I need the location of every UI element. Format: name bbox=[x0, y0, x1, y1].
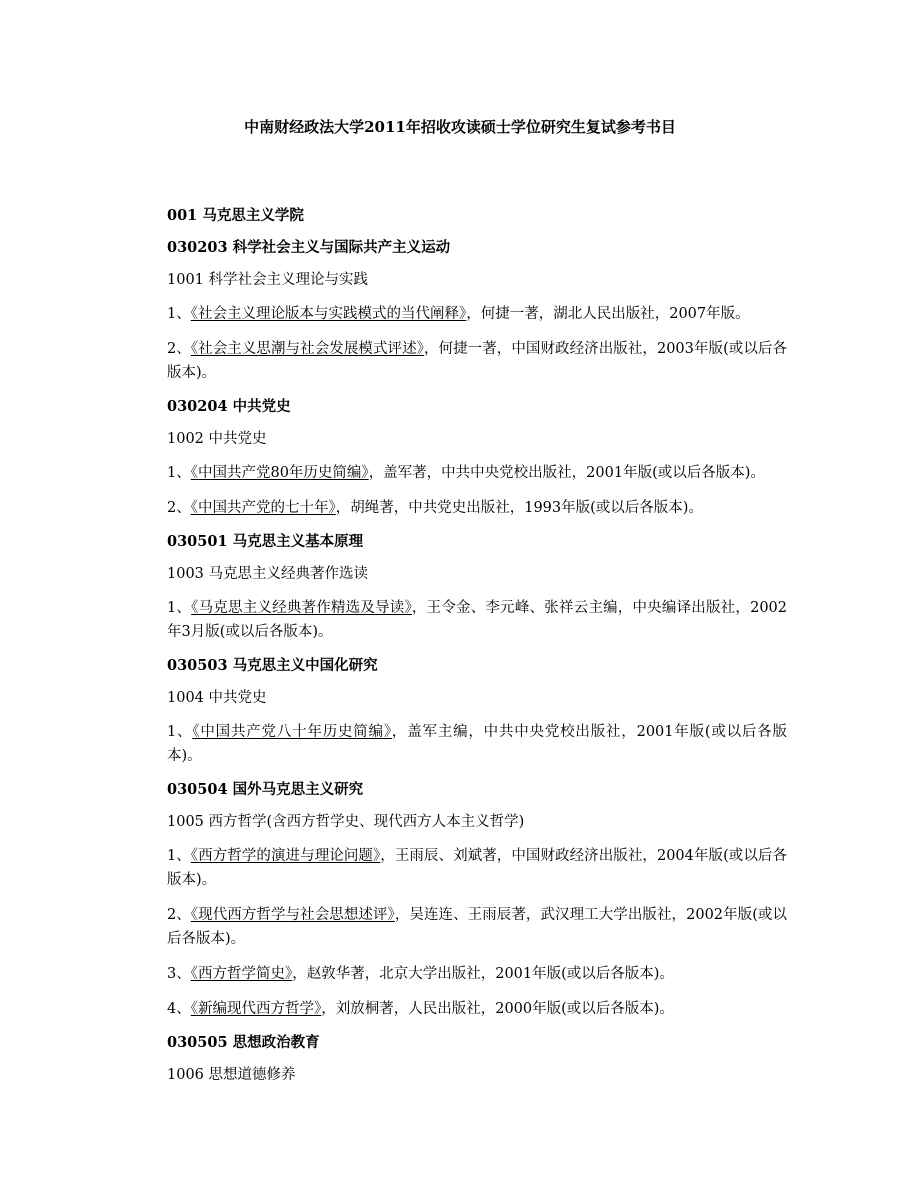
book-title-link[interactable]: 《中国共产党80年历史简编》 bbox=[190, 465, 369, 481]
book-details: ，胡绳著，中共党史出版社，1993年版(或以后各版本)。 bbox=[335, 500, 703, 516]
book-entry bbox=[167, 496, 787, 520]
book-entry bbox=[167, 596, 787, 644]
book-entry bbox=[167, 997, 787, 1021]
book-details: ，赵敦华著，北京大学出版社，2001年版(或以后各版本)。 bbox=[292, 966, 674, 982]
book-entry bbox=[167, 302, 787, 326]
book-entry bbox=[167, 962, 787, 986]
entry-number: 1、 bbox=[167, 724, 193, 740]
entry-number: 1、 bbox=[167, 306, 191, 322]
book-details: ，刘放桐著，人民出版社，2000年版(或以后各版本)。 bbox=[321, 1001, 674, 1017]
book-title-link[interactable]: 《新编现代西方哲学》 bbox=[190, 1001, 322, 1017]
major-heading: 030204 中共党史 bbox=[167, 398, 291, 415]
subject-line: 1002 中共党史 bbox=[167, 431, 267, 447]
book-entry bbox=[167, 337, 787, 385]
book-details: ，王雨辰、刘斌著，中国财政经济出版社，2004年版(或以后各版本)。 bbox=[167, 848, 787, 888]
major-heading: 030501 马克思主义基本原理 bbox=[167, 533, 364, 550]
book-title-link[interactable]: 《马克思主义经典著作精选及导读》 bbox=[191, 600, 412, 616]
book-details: ，盖军主编，中共中央党校出版社，2001年版(或以后各版本)。 bbox=[167, 724, 788, 764]
book-details: ，何捷一著，湖北人民出版社，2007年版。 bbox=[466, 306, 750, 322]
document-title: 中南财经政法大学2011年招收攻读硕士学位研究生复试参考书目 bbox=[244, 118, 676, 136]
book-title-link[interactable]: 《西方哲学的演进与理论问题》 bbox=[190, 848, 381, 864]
book-details: ，王令金、李元峰、张祥云主编，中央编译出版社，2002年3月版(或以后各版本)。 bbox=[167, 600, 787, 640]
college-heading: 001 马克思主义学院 bbox=[167, 207, 304, 224]
entry-number: 2、 bbox=[167, 907, 191, 923]
major-heading: 030505 思想政治教育 bbox=[167, 1034, 320, 1051]
subject-line: 1006 思想道德修养 bbox=[167, 1067, 296, 1083]
book-title-link[interactable]: 《中国共产党的七十年》 bbox=[190, 500, 336, 516]
entry-number: 2、 bbox=[167, 500, 191, 516]
book-entry bbox=[167, 844, 787, 892]
book-details: ，何捷一著，中国财政经济出版社，2003年版(或以后各版本)。 bbox=[167, 341, 787, 381]
book-title-link[interactable]: 《现代西方哲学与社会思想述评》 bbox=[190, 907, 395, 923]
book-title-link[interactable]: 《中国共产党八十年历史简编》 bbox=[192, 724, 392, 740]
book-details: ，盖军著，中共中央党校出版社，2001年版(或以后各版本)。 bbox=[368, 465, 765, 481]
subject-line: 1001 科学社会主义理论与实践 bbox=[167, 272, 369, 288]
entry-number: 1、 bbox=[167, 600, 192, 616]
book-details: ，吴连连、王雨辰著，武汉理工大学出版社，2002年版(或以后各版本)。 bbox=[167, 907, 787, 947]
book-entry bbox=[167, 903, 787, 951]
entry-number: 3、 bbox=[167, 966, 191, 982]
book-title-link[interactable]: 《社会主义思潮与社会发展模式评述》 bbox=[190, 341, 424, 357]
subject-line: 1004 中共党史 bbox=[167, 690, 267, 706]
book-title-link[interactable]: 《社会主义理论版本与实践模式的当代阐释》 bbox=[190, 306, 467, 322]
subject-line: 1003 马克思主义经典著作选读 bbox=[167, 566, 369, 582]
subject-line: 1005 西方哲学(含西方哲学史、现代西方人本主义哲学) bbox=[167, 814, 525, 830]
book-entry bbox=[167, 461, 787, 485]
major-heading: 030503 马克思主义中国化研究 bbox=[167, 657, 378, 674]
major-heading: 030203 科学社会主义与国际共产主义运动 bbox=[167, 239, 451, 256]
entry-number: 1、 bbox=[167, 848, 191, 864]
book-entry bbox=[167, 720, 787, 768]
entry-number: 1、 bbox=[167, 465, 191, 481]
entry-number: 4、 bbox=[167, 1001, 191, 1017]
major-heading: 030504 国外马克思主义研究 bbox=[167, 781, 364, 798]
document-body bbox=[167, 206, 787, 1085]
entry-number: 2、 bbox=[167, 341, 191, 357]
book-title-link[interactable]: 《西方哲学简史》 bbox=[190, 966, 293, 982]
